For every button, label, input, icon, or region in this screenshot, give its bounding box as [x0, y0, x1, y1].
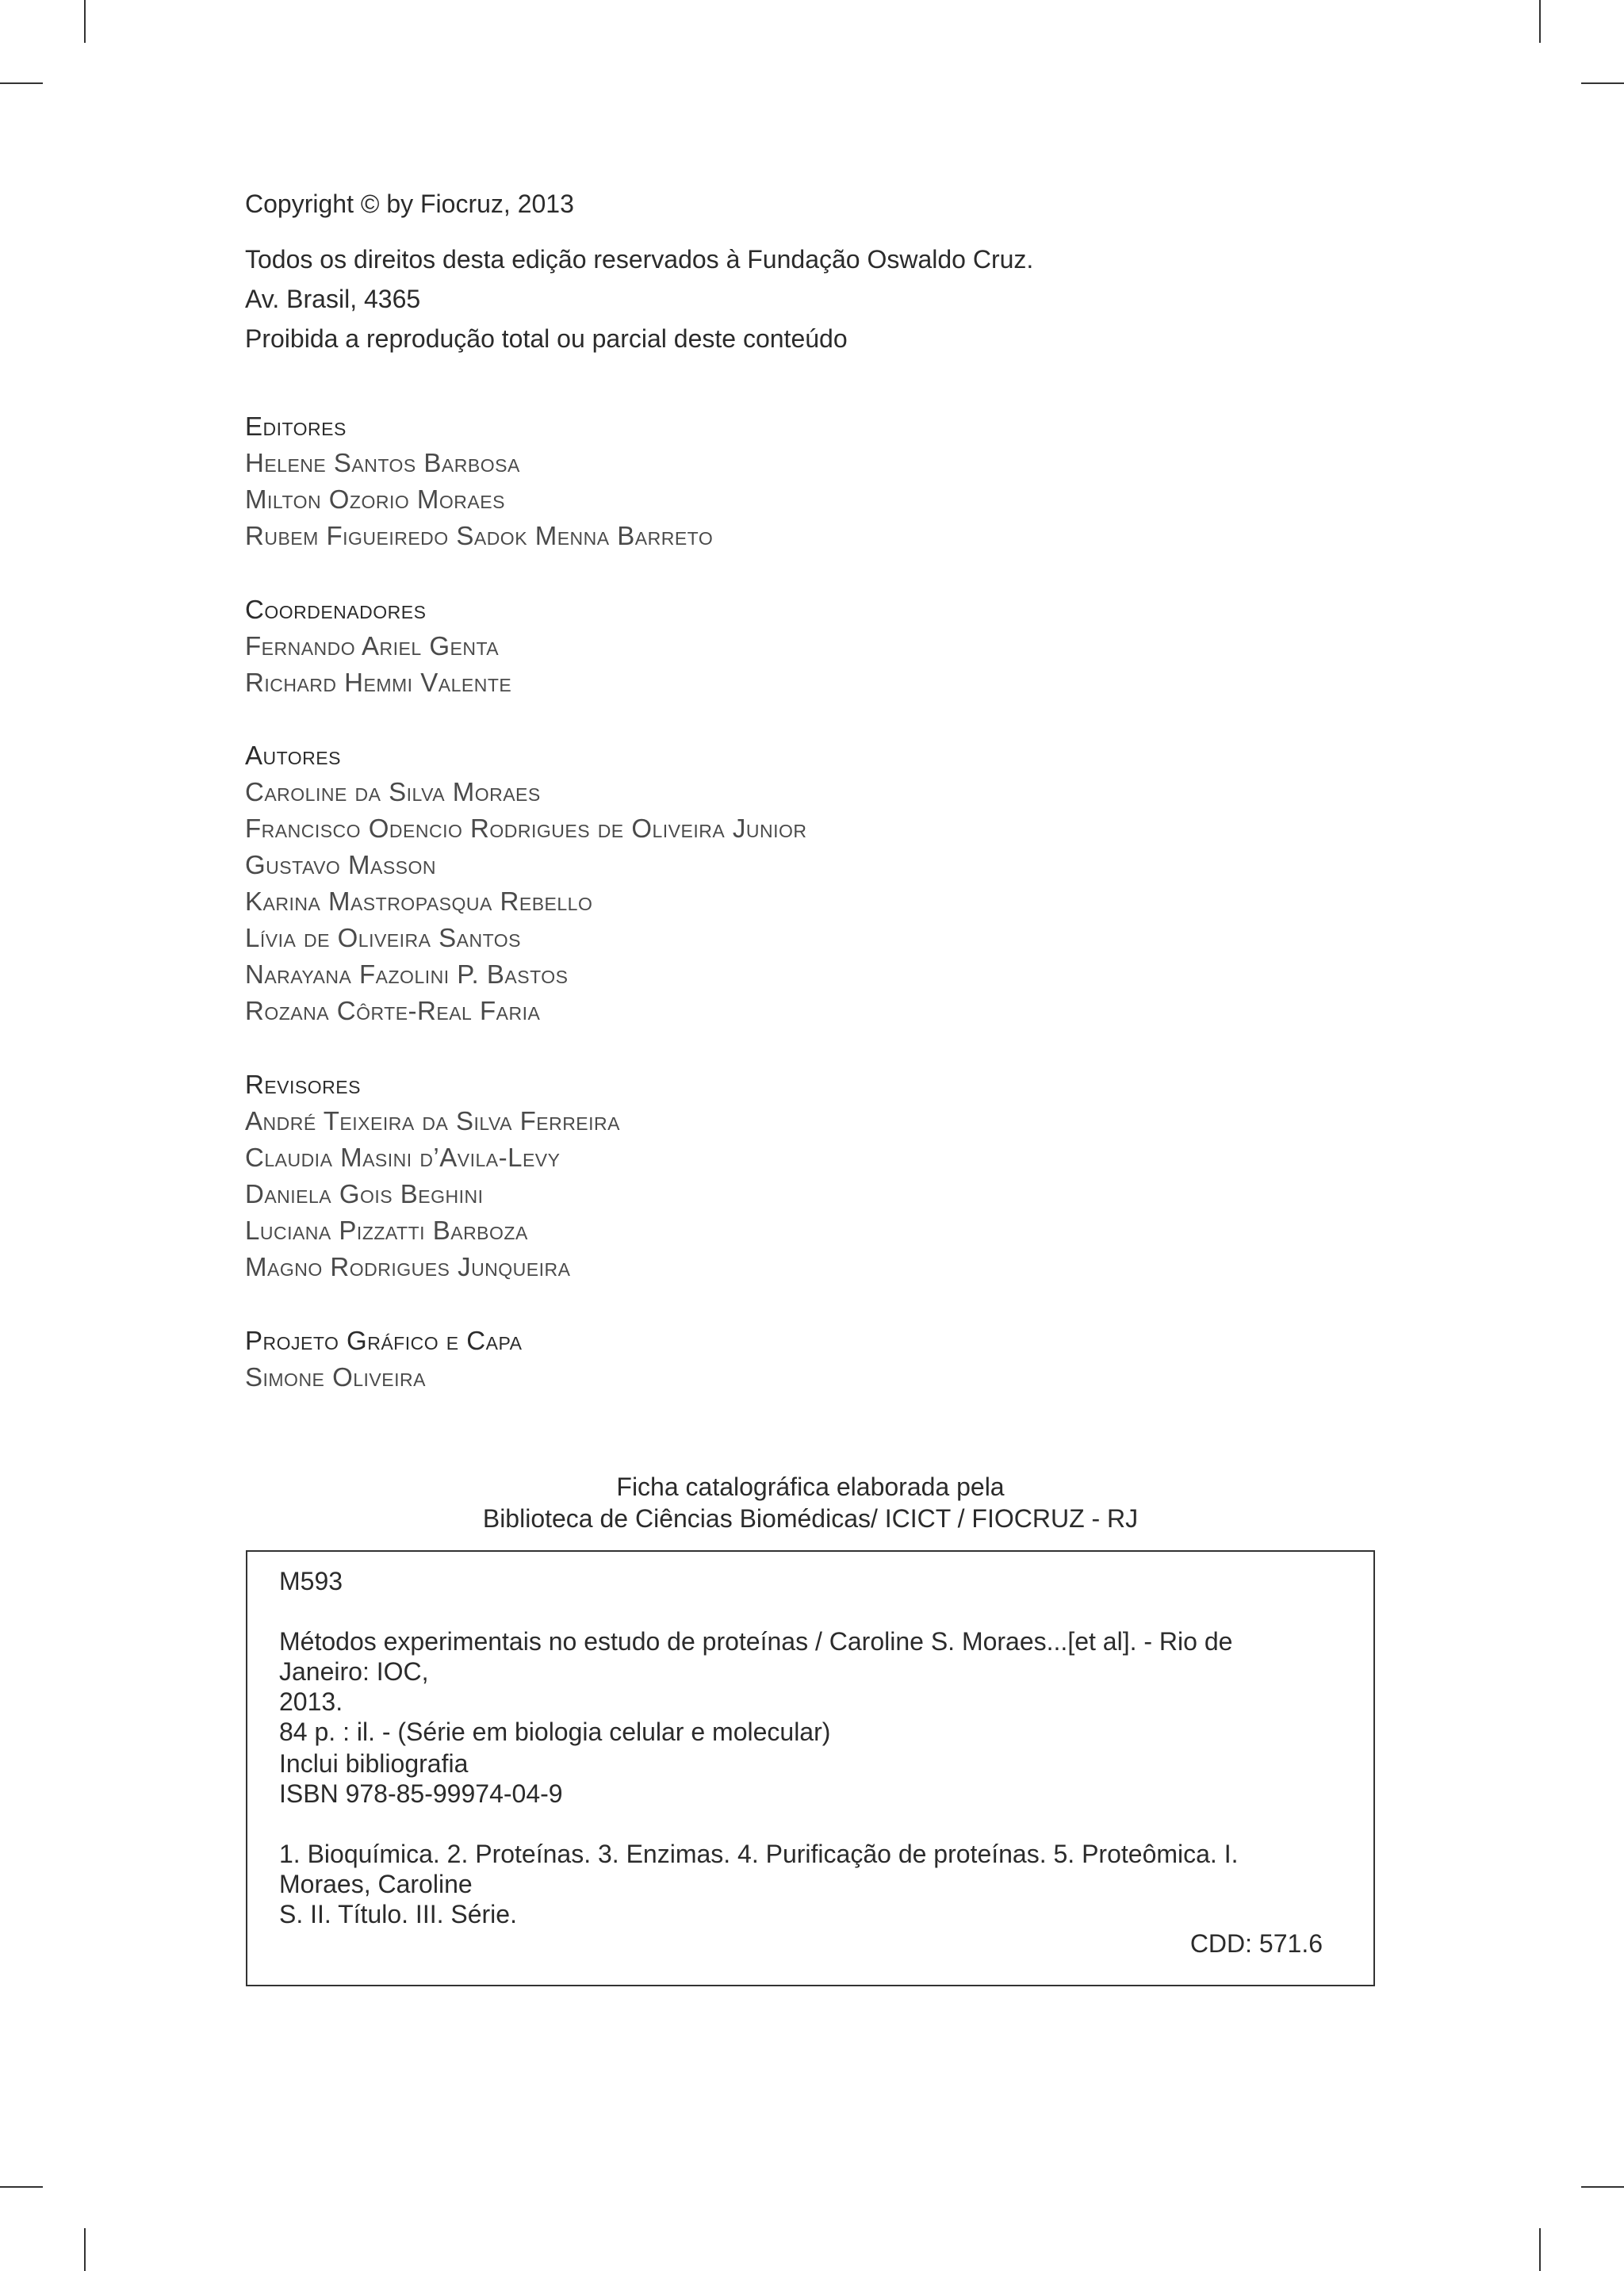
person-name: Francisco Odencio Rodrigues de Oliveira Junior: [245, 814, 807, 843]
person-name: Gustavo Masson: [245, 850, 437, 879]
crop-mark: [1539, 0, 1541, 43]
person-name: Claudia Masini d’Avila-Levy: [245, 1143, 561, 1172]
call-number: M593: [279, 1567, 343, 1595]
crop-mark: [84, 0, 86, 43]
crop-mark: [84, 2228, 86, 2271]
section-autores: [245, 737, 806, 1029]
section-title: Autores: [245, 741, 341, 770]
crop-mark: [1539, 2228, 1541, 2271]
section-title: Projeto Gráfico e Capa: [245, 1326, 523, 1355]
person-name: Simone Oliveira: [245, 1362, 426, 1392]
section-coordenadores: [245, 592, 511, 701]
section-projeto-grafico: [245, 1323, 522, 1396]
section-editores: [245, 408, 713, 554]
person-name: Richard Hemmi Valente: [245, 668, 512, 697]
section-title: Coordenadores: [245, 595, 427, 624]
person-name: Fernando Ariel Genta: [245, 631, 500, 661]
catalog-subjects-line: 1. Bioquímica. 2. Proteínas. 3. Enzimas. 4. Purificação de proteínas. 5. Proteômica. I. Moraes, Caroline: [279, 1840, 1239, 1898]
address-line: Av. Brasil, 4365: [245, 285, 421, 313]
person-name: Rubem Figueiredo Sadok Menna Barreto: [245, 521, 714, 550]
ficha-catalografica-box: [246, 1550, 1375, 1986]
person-name: Lívia de Oliveira Santos: [245, 923, 521, 952]
person-name: André Teixeira da Silva Ferreira: [245, 1106, 620, 1136]
person-name: Karina Mastropasqua Rebello: [245, 887, 593, 916]
catalog-subjects-line: S. II. Título. III. Série.: [279, 1900, 517, 1928]
copyright-block: [245, 184, 1033, 358]
person-name: Narayana Fazolini P. Bastos: [245, 959, 569, 989]
catalog-title-line: 2013.: [279, 1687, 343, 1716]
ficha-heading-line: Ficha catalográfica elaborada pela: [616, 1473, 1005, 1501]
person-name: Daniela Gois Beghini: [245, 1179, 484, 1208]
catalog-isbn: ISBN 978-85-99974-04-9: [279, 1779, 563, 1808]
catalog-bibliography: Inclui bibliografia: [279, 1749, 469, 1778]
person-name: Milton Ozorio Moraes: [245, 484, 505, 514]
section-title: Editores: [245, 412, 347, 441]
catalog-cdd: CDD: 571.6: [1189, 1929, 1323, 1958]
section-revisores: [245, 1067, 620, 1285]
catalog-title-line: Métodos experimentais no estudo de proteínas / Caroline S. Moraes...[et al]. - Rio de Janeiro: IOC,: [279, 1627, 1233, 1686]
copyright-line: Copyright © by Fiocruz, 2013: [245, 190, 574, 218]
person-name: Magno Rodrigues Junqueira: [245, 1252, 571, 1281]
person-name: Caroline da Silva Moraes: [245, 777, 541, 806]
rights-line: Todos os direitos desta edição reservados à Fundação Oswaldo Cruz.: [245, 245, 1034, 274]
section-title: Revisores: [245, 1070, 361, 1099]
person-name: Helene Santos Barbosa: [245, 448, 520, 477]
catalog-pages: 84 p. : il. - (Série em biologia celular e molecular): [279, 1718, 831, 1746]
crop-mark: [0, 2186, 43, 2188]
prohibition-line: Proibida a reprodução total ou parcial deste conteúdo: [245, 324, 848, 353]
crop-mark: [0, 82, 43, 84]
person-name: Luciana Pizzatti Barboza: [245, 1216, 528, 1245]
crop-mark: [1581, 2186, 1624, 2188]
ficha-heading-line: Biblioteca de Ciências Biomédicas/ ICICT / FIOCRUZ - RJ: [482, 1504, 1139, 1533]
person-name: Rozana Côrte-Real Faria: [245, 996, 541, 1025]
crop-mark: [1581, 82, 1624, 84]
ficha-heading: [245, 1471, 1376, 1534]
